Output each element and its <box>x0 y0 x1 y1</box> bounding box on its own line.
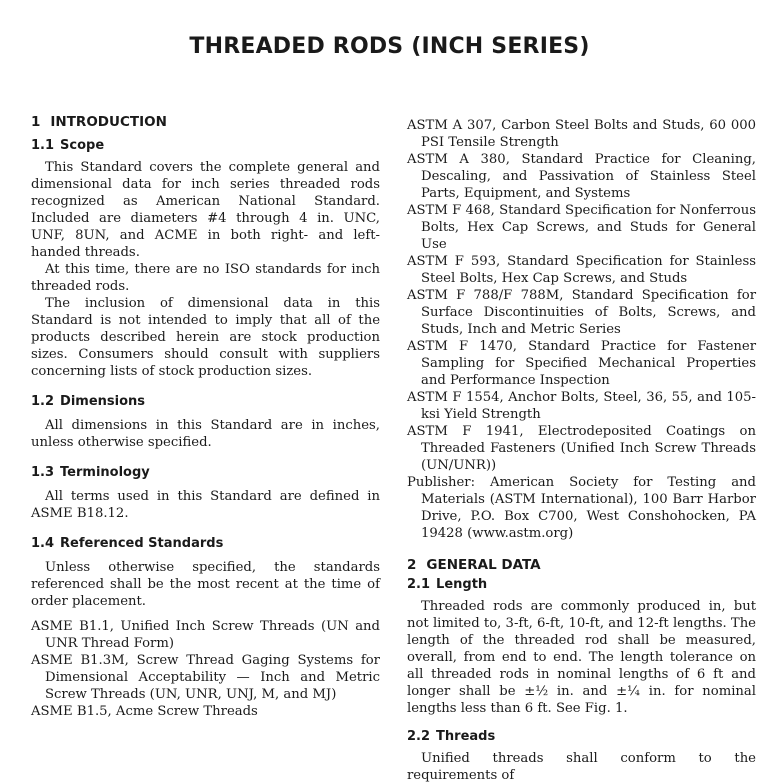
reference-item: ASTM A 380, Standard Practice for Cleaning, Descaling, and Passivation of Stainless Steel Parts, Equipment, and Systems <box>407 152 756 201</box>
section-2-2-heading <box>407 727 756 746</box>
page-title: THREADED RODS (INCH SERIES) <box>189 34 590 59</box>
threads-paragraph: Unified threads shall conform to the requirements of <box>407 751 756 783</box>
fraction-half: ½ <box>535 684 549 699</box>
length-text: in. and ± <box>548 684 628 699</box>
section-title: Length <box>436 577 488 592</box>
section-number: 2.2 <box>407 729 431 744</box>
section-number: 1.1 <box>31 138 55 153</box>
section-1-4-heading <box>31 534 380 553</box>
reference-item: ASTM F 788/F 788M, Standard Specification for Surface Discontinuities of Bolts, Screws, and Studs, Inch and Metric Series <box>407 288 756 337</box>
section-number: 1.3 <box>31 465 55 480</box>
reference-item: ASTM F 1554, Anchor Bolts, Steel, 36, 55, and 105-ksi Yield Strength <box>407 390 756 422</box>
section-number: 1.2 <box>31 394 55 409</box>
reference-item: ASTM F 593, Standard Specification for Stainless Steel Bolts, Hex Cap Screws, and Studs <box>407 254 756 286</box>
length-text: in. for nominal lengths less than 6 ft. See Fig. 1. <box>407 684 756 716</box>
section-number: 2.1 <box>407 577 431 592</box>
section-2-1-heading <box>407 575 756 594</box>
length-text: Threaded rods are commonly produced in, but not limited to, 3-ft, 6-ft, 10-ft, and 12-ft lengths. The length of the threaded rod shall be measured, overall, from end to end. The length tolerance on all threaded rods in nominal lengths of 6 ft and longer shall be ± <box>407 599 756 699</box>
section-number: 1.4 <box>31 536 55 551</box>
terminology-paragraph: All terms used in this Standard are defined in ASME B18.12. <box>31 489 380 521</box>
length-paragraph <box>407 598 756 717</box>
reference-item: ASME B1.5, Acme Screw Threads <box>31 704 258 719</box>
reference-item: ASTM F 1470, Standard Practice for Fastener Sampling for Specified Mechanical Properties and Performance Inspection <box>407 339 756 388</box>
section-1-2-heading <box>31 392 380 411</box>
section-1-3-heading <box>31 463 380 482</box>
scope-paragraph-2: At this time, there are no ISO standards for inch threaded rods. <box>31 262 380 294</box>
section-title: Scope <box>60 138 105 153</box>
fraction-quarter: ¼ <box>627 684 640 699</box>
section-title: Terminology <box>60 465 150 480</box>
reference-item: ASTM A 307, Carbon Steel Bolts and Studs, 60 000 PSI Tensile Strength <box>407 118 756 150</box>
reference-item: ASME B1.1, Unified Inch Screw Threads (UN and UNR Thread Form) <box>31 619 380 651</box>
section-2-heading <box>407 556 756 575</box>
referenced-paragraph: Unless otherwise specified, the standards referenced shall be the most recent at the time of order placement. <box>31 560 380 609</box>
left-column <box>31 113 380 720</box>
reference-item: ASTM F 468, Standard Specification for Nonferrous Bolts, Hex Cap Screws, and Studs for General Use <box>407 203 756 252</box>
reference-item: ASTM F 1941, Electrodeposited Coatings on Threaded Fasteners (Unified Inch Screw Threads (UN/UNR)) <box>407 424 756 473</box>
right-column <box>407 117 756 784</box>
section-title: INTRODUCTION <box>50 114 167 130</box>
section-number: 2 <box>407 557 417 573</box>
dimensions-paragraph: All dimensions in this Standard are in inches, unless otherwise specified. <box>31 418 380 450</box>
section-title: Threads <box>436 729 496 744</box>
scope-paragraph-3: The inclusion of dimensional data in this Standard is not intended to imply that all of the products described herein are stock production sizes. Consumers should consult with suppliers concerning lists of stock production sizes. <box>31 296 380 379</box>
section-title: Referenced Standards <box>60 536 224 551</box>
section-title: GENERAL DATA <box>426 557 541 573</box>
publisher-note: Publisher: American Society for Testing and Materials (ASTM International), 100 Barr Harbor Drive, P.O. Box C700, West Conshohocken, PA 19428 (www.astm.org) <box>407 475 756 541</box>
section-number: 1 <box>31 114 41 130</box>
section-1-1-heading <box>31 136 380 155</box>
scope-paragraph-1: This Standard covers the complete general and dimensional data for inch series threaded rods recognized as American National Standard. Included are diameters #4 through 4 in. UNC, UNF, 8UN, and ACME in both right- and left-handed threads. <box>31 160 380 260</box>
section-1-heading <box>31 113 380 132</box>
section-title: Dimensions <box>60 394 146 409</box>
reference-item: ASME B1.3M, Screw Thread Gaging Systems for Dimensional Acceptability — Inch and Metric Screw Threads (UN, UNR, UNJ, M, and MJ) <box>31 653 380 702</box>
